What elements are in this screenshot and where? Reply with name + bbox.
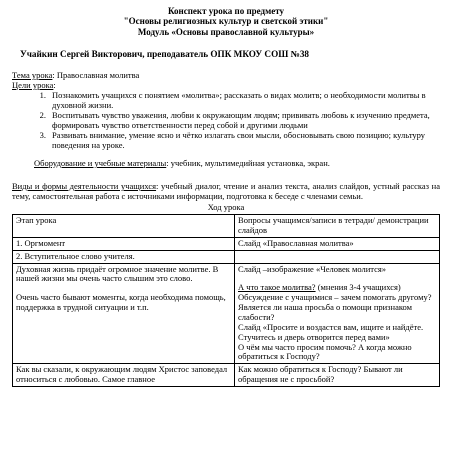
table-header-row bbox=[13, 215, 440, 238]
table-cell bbox=[235, 250, 440, 263]
goal-text: Познакомить учащихся с понятием «молитва»; рассказать о видах молитв; о необходимости молитвы в духовной жизни. bbox=[52, 89, 426, 110]
goals-label-suffix: : bbox=[53, 79, 56, 90]
table-cell bbox=[13, 263, 235, 364]
cell-paragraph: Духовная жизнь придаёт огромное значение молитве. В нашей жизни мы очень часто слышим это слово. bbox=[16, 263, 219, 284]
activity-forms bbox=[12, 181, 440, 201]
plan-title: Ход урока bbox=[207, 202, 245, 213]
goal-item bbox=[12, 90, 440, 110]
goals-list bbox=[12, 90, 440, 150]
subject-title: "Основы религиозных культур и светской этики" bbox=[123, 16, 329, 27]
question-label: А что такое молитва? bbox=[238, 282, 316, 293]
cell-paragraph: Очень часто бывают моменты, когда необходима помощь, поддержка в трудной ситуации и т.п. bbox=[16, 292, 226, 313]
lesson-plan-table bbox=[12, 214, 440, 387]
table-header-questions: Вопросы учащимся/записи в тетради/ демонстрации слайдов bbox=[235, 215, 440, 238]
cell-paragraph: Слайд –изображение «Человек молится» bbox=[238, 263, 387, 274]
equipment-value: : учебник, мультимедийная установка, экран. bbox=[166, 158, 330, 169]
table-cell: Слайд «Православная молитва» bbox=[235, 237, 440, 250]
goals-heading bbox=[12, 80, 440, 90]
table-cell: Как можно обратиться к Господу? Бывают ли обращения не с просьбой? bbox=[235, 364, 440, 387]
topic-label: Тема урока bbox=[12, 69, 53, 80]
table-cell: 1. Оргмомент bbox=[13, 237, 235, 250]
cell-paragraph: Слайд «Просите и воздастся вам, ищите и найдёте. Стучитесь и дверь отворится перед вами» bbox=[238, 321, 424, 342]
goal-number: 2. bbox=[39, 109, 46, 120]
table-cell: Как вы сказали, к окружающим людям Христос заповедал относиться с любовью. Самое главное bbox=[13, 364, 235, 387]
document-title: Конспект урока по предмету bbox=[167, 6, 285, 16]
goal-item bbox=[12, 110, 440, 130]
author-line: Учайкин Сергей Викторович, преподаватель ОПК МКОУ СОШ №38 bbox=[20, 49, 310, 60]
equipment-line bbox=[34, 158, 440, 168]
goal-number: 1. bbox=[39, 89, 46, 100]
question-rest: (мнения 3-4 учащихся) bbox=[315, 282, 401, 293]
lesson-topic bbox=[12, 70, 440, 80]
table-row bbox=[13, 237, 440, 250]
topic-value: : Православная молитва bbox=[52, 69, 140, 80]
equipment-label: Оборудование и учебные материалы bbox=[34, 158, 167, 169]
goal-item bbox=[12, 130, 440, 150]
goal-text: Воспитывать чувство уважения, любви к окружающим людям; прививать любовь к изучению предмета, формировать чувство ответственности перед собой и другими людьми bbox=[52, 109, 430, 130]
goals-label: Цели урока bbox=[12, 79, 54, 90]
table-header-stage: Этап урока bbox=[13, 215, 235, 238]
table-row bbox=[13, 364, 440, 387]
forms-value: : учебный диалог, чтение и анализ текста, анализ слайдов, устный рассказ на тему, самостоятельная работа с источниками информации, подготовка к беседе с членами семьи. bbox=[12, 181, 440, 202]
table-row bbox=[13, 263, 440, 364]
cell-paragraph: Обсуждение с учащимися – зачем помогать другому? Является ли наша просьба о помощи признаком слабости? bbox=[238, 292, 432, 322]
goal-number: 3. bbox=[39, 129, 46, 140]
forms-label: Виды и формы деятельности учащихся bbox=[12, 181, 157, 192]
table-row bbox=[13, 250, 440, 263]
goal-text: Развивать внимание, умение ясно и чётко излагать свои мысли, обосновывать свою позицию; культуру поведения на уроке. bbox=[52, 129, 426, 150]
cell-paragraph: О чём мы часто просим помочь? А когда можно обратиться к Господу? bbox=[238, 341, 412, 362]
table-cell: 2. Вступительное слово учителя. bbox=[13, 250, 235, 263]
module-title: Модуль «Основы православной культуры» bbox=[137, 26, 315, 37]
table-cell bbox=[235, 263, 440, 364]
